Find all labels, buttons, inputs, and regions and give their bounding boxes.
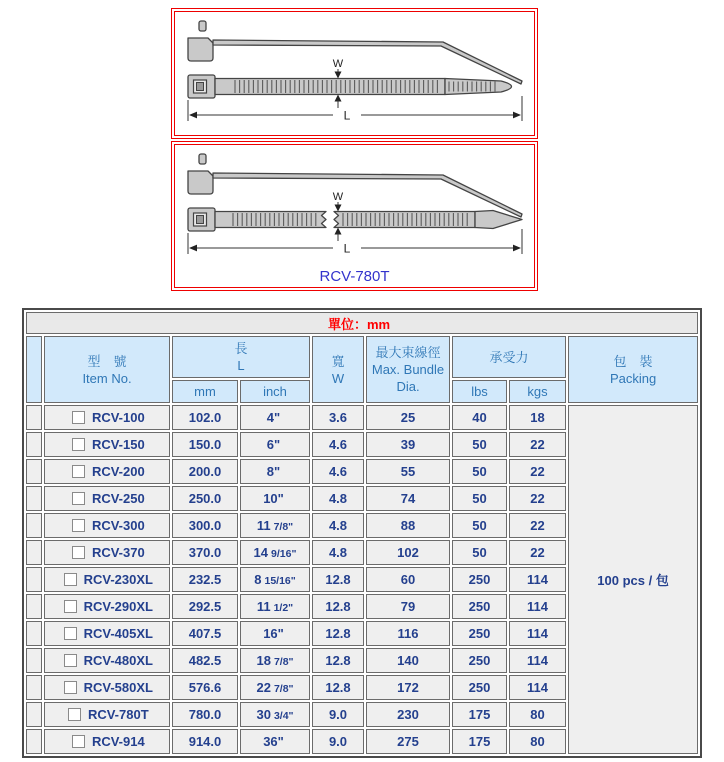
row-checkbox[interactable] (72, 411, 85, 424)
item-label: RCV-150 (91, 437, 145, 452)
row-spacer-cell (26, 405, 42, 430)
lbs-cell: 40 (452, 405, 507, 430)
inch-main: 16" (263, 626, 284, 641)
inch-cell (240, 486, 310, 511)
kgs-cell: 22 (509, 486, 566, 511)
item-cell (44, 486, 170, 511)
w-cell: 4.6 (312, 459, 364, 484)
inch-main: 8" (266, 464, 281, 479)
inch-main: 4" (266, 410, 281, 425)
kgs-cell: 114 (509, 675, 566, 700)
w-cell: 3.6 (312, 405, 364, 430)
mm-cell: 250.0 (172, 486, 238, 511)
l-label: L (343, 108, 351, 123)
header-length (172, 336, 310, 378)
item-label: RCV-290XL (83, 599, 153, 614)
row-spacer-cell (26, 594, 42, 619)
mm-cell: 482.5 (172, 648, 238, 673)
bundle-cell: 102 (366, 540, 450, 565)
cable-tie-diagram-1 (175, 12, 534, 135)
item-cell (44, 729, 170, 754)
item-label: RCV-250 (91, 491, 145, 506)
row-spacer-cell (26, 513, 42, 538)
inch-main: 10" (263, 491, 284, 506)
w-cell: 12.8 (312, 567, 364, 592)
w-cell: 12.8 (312, 648, 364, 673)
bundle-cell: 230 (366, 702, 450, 727)
lbs-cell: 250 (452, 567, 507, 592)
diagram-caption: RCV-780T (319, 268, 390, 285)
item-label: RCV-914 (91, 734, 145, 749)
header-width-zh: 寬 (331, 353, 345, 369)
mm-cell: 102.0 (172, 405, 238, 430)
inch-cell (240, 513, 310, 538)
w-cell: 9.0 (312, 702, 364, 727)
inch-main: 14 (253, 545, 269, 560)
lbs-cell: 175 (452, 729, 507, 754)
row-checkbox[interactable] (64, 654, 77, 667)
inch-frac: 9/16" (271, 548, 297, 560)
inch-frac: 7/8" (273, 656, 294, 668)
row-spacer-cell (26, 621, 42, 646)
kgs-cell: 114 (509, 648, 566, 673)
w-cell: 12.8 (312, 621, 364, 646)
length-dimension (188, 96, 522, 123)
item-cell (44, 594, 170, 619)
row-spacer-cell (26, 702, 42, 727)
packing-cell: 100 pcs / 包 (568, 405, 698, 754)
header-length-zh: 長 (234, 341, 248, 356)
kgs-cell: 22 (509, 513, 566, 538)
row-checkbox[interactable] (72, 465, 85, 478)
row-checkbox[interactable] (64, 600, 77, 613)
lbs-cell: 50 (452, 432, 507, 457)
unit-band-row (26, 312, 698, 334)
row-spacer-cell (26, 675, 42, 700)
mm-cell: 200.0 (172, 459, 238, 484)
lbs-cell: 250 (452, 648, 507, 673)
header-bundle-zh: 最大束線徑 (375, 345, 441, 360)
bundle-cell: 275 (366, 729, 450, 754)
lbs-cell: 50 (452, 513, 507, 538)
item-label: RCV-480XL (83, 653, 153, 668)
header-lbs: lbs (452, 380, 507, 403)
header-strength-zh: 承受力 (489, 349, 529, 365)
mm-cell: 292.5 (172, 594, 238, 619)
item-cell (44, 648, 170, 673)
row-checkbox[interactable] (64, 573, 77, 586)
mm-cell: 780.0 (172, 702, 238, 727)
bundle-cell: 74 (366, 486, 450, 511)
inch-cell (240, 675, 310, 700)
mm-cell: 232.5 (172, 567, 238, 592)
table-row (26, 405, 698, 430)
length-dimension (188, 229, 522, 256)
w-label: W (332, 191, 344, 203)
item-label: RCV-580XL (83, 680, 153, 695)
bundle-cell: 88 (366, 513, 450, 538)
w-cell: 12.8 (312, 675, 364, 700)
inch-frac: 7/8" (273, 521, 294, 533)
mm-cell: 150.0 (172, 432, 238, 457)
inch-main: 30 (256, 707, 271, 722)
kgs-cell: 80 (509, 702, 566, 727)
kgs-cell: 114 (509, 621, 566, 646)
inch-cell (240, 540, 310, 565)
lbs-cell: 50 (452, 540, 507, 565)
item-cell (44, 405, 170, 430)
bundle-cell: 116 (366, 621, 450, 646)
bundle-cell: 60 (366, 567, 450, 592)
mm-cell: 300.0 (172, 513, 238, 538)
row-spacer-cell (26, 648, 42, 673)
item-label: RCV-405XL (83, 626, 153, 641)
unit-label: 單位：mm (26, 312, 698, 334)
row-checkbox[interactable] (64, 681, 77, 694)
item-label: RCV-230XL (83, 572, 153, 587)
cable-tie-diagram-2 (175, 145, 534, 261)
header-length-en: L (237, 358, 245, 373)
row-spacer-cell (26, 567, 42, 592)
header-bundle-en1: Max. Bundle (371, 362, 445, 377)
header-packing (568, 336, 698, 403)
inch-main: 11 (256, 599, 271, 614)
inch-cell (240, 405, 310, 430)
inch-main: 18 (256, 653, 271, 668)
w-cell: 4.8 (312, 513, 364, 538)
row-checkbox[interactable] (72, 735, 85, 748)
mm-cell: 370.0 (172, 540, 238, 565)
inch-frac: 1/2" (273, 602, 294, 614)
kgs-cell: 22 (509, 459, 566, 484)
row-spacer-cell (26, 729, 42, 754)
cable-tie-side-view (188, 154, 522, 217)
item-cell (44, 621, 170, 646)
cable-tie-top-view (188, 208, 522, 231)
header-packing-zh: 包 裝 (613, 353, 653, 369)
bundle-cell: 172 (366, 675, 450, 700)
w-cell: 9.0 (312, 729, 364, 754)
header-item (44, 336, 170, 403)
inch-main: 8 (254, 572, 262, 587)
kgs-cell: 114 (509, 567, 566, 592)
item-label: RCV-780T (87, 707, 149, 722)
lbs-cell: 50 (452, 459, 507, 484)
row-spacer-cell (26, 540, 42, 565)
lbs-cell: 250 (452, 675, 507, 700)
l-label: L (343, 241, 351, 256)
inch-cell (240, 729, 310, 754)
header-item-zh: 型 號 (87, 353, 127, 369)
bundle-cell: 140 (366, 648, 450, 673)
header-bundle (366, 336, 450, 403)
w-label: W (332, 58, 344, 70)
mm-cell: 914.0 (172, 729, 238, 754)
header-inch: inch (240, 380, 310, 403)
item-cell (44, 702, 170, 727)
item-label: RCV-100 (91, 410, 145, 425)
inch-frac: 3/4" (273, 710, 294, 722)
lbs-cell: 50 (452, 486, 507, 511)
kgs-cell: 114 (509, 594, 566, 619)
row-checkbox[interactable] (64, 627, 77, 640)
item-cell (44, 567, 170, 592)
row-checkbox[interactable] (68, 708, 81, 721)
inch-cell (240, 432, 310, 457)
header-bundle-en2: Dia. (396, 379, 420, 394)
row-spacer-cell (26, 432, 42, 457)
row-checkbox[interactable] (72, 546, 85, 559)
kgs-cell: 80 (509, 729, 566, 754)
lbs-cell: 250 (452, 594, 507, 619)
spec-table (22, 308, 702, 758)
cable-tie-top-view (188, 75, 512, 98)
inch-frac: 15/16" (264, 575, 296, 587)
header-mm: mm (172, 380, 238, 403)
spec-table-wrap (22, 308, 702, 758)
row-spacer-cell (26, 486, 42, 511)
header-item-en: Item No. (82, 370, 132, 386)
bundle-cell: 55 (366, 459, 450, 484)
bundle-cell: 39 (366, 432, 450, 457)
header-width-en: W (331, 370, 345, 386)
kgs-cell: 22 (509, 432, 566, 457)
header-packing-en: Packing (609, 370, 657, 386)
inch-cell (240, 459, 310, 484)
row-checkbox[interactable] (72, 492, 85, 505)
inch-main: 11 (256, 518, 271, 533)
diagram-box-2 (171, 141, 538, 291)
lbs-cell: 250 (452, 621, 507, 646)
row-checkbox[interactable] (72, 519, 85, 532)
cable-tie-side-view (188, 21, 522, 84)
item-label: RCV-300 (91, 518, 145, 533)
item-cell (44, 459, 170, 484)
header-kgs: kgs (509, 380, 566, 403)
w-cell: 4.8 (312, 540, 364, 565)
bundle-cell: 25 (366, 405, 450, 430)
inch-cell (240, 594, 310, 619)
item-cell (44, 513, 170, 538)
w-cell: 4.6 (312, 432, 364, 457)
item-cell (44, 675, 170, 700)
inch-cell (240, 567, 310, 592)
row-spacer-cell (26, 459, 42, 484)
mm-cell: 576.6 (172, 675, 238, 700)
item-cell (44, 432, 170, 457)
diagram-box-1 (171, 8, 538, 139)
inch-main: 22 (256, 680, 271, 695)
inch-cell (240, 702, 310, 727)
inch-cell (240, 648, 310, 673)
header-strength (452, 336, 566, 378)
header-row-1 (26, 336, 698, 378)
w-cell: 4.8 (312, 486, 364, 511)
inch-main: 6" (266, 437, 281, 452)
header-spacer-cell (26, 336, 42, 403)
item-label: RCV-370 (91, 545, 145, 560)
inch-cell (240, 621, 310, 646)
kgs-cell: 22 (509, 540, 566, 565)
inch-main: 36" (263, 734, 284, 749)
bundle-cell: 79 (366, 594, 450, 619)
kgs-cell: 18 (509, 405, 566, 430)
row-checkbox[interactable] (72, 438, 85, 451)
w-cell: 12.8 (312, 594, 364, 619)
item-label: RCV-200 (91, 464, 145, 479)
header-width (312, 336, 364, 403)
lbs-cell: 175 (452, 702, 507, 727)
mm-cell: 407.5 (172, 621, 238, 646)
inch-frac: 7/8" (273, 683, 294, 695)
item-cell (44, 540, 170, 565)
